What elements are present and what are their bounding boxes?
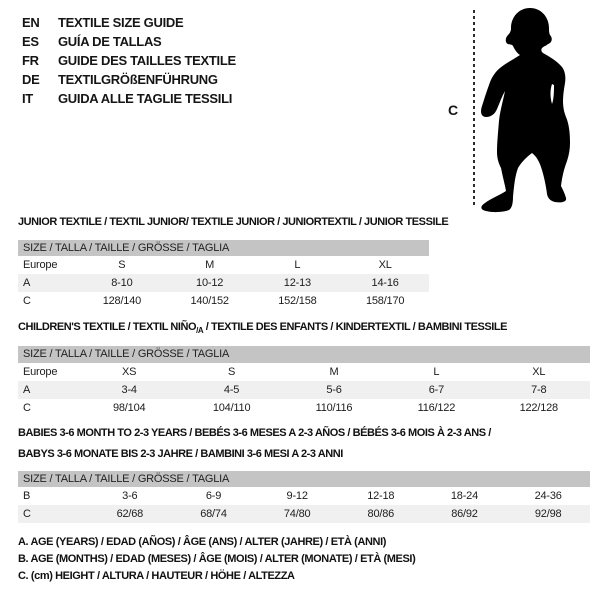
height-dotted-line: [473, 10, 475, 206]
language-list: [22, 13, 236, 108]
language-row-fr: [22, 51, 236, 70]
language-label: TEXTILGRÖßENFÜHRUNG: [58, 72, 218, 87]
babies-section-title-line2: BABYS 3-6 MONATE BIS 2-3 JAHRE / BAMBINI 3-6 MESI A 2-3 ANNI: [18, 448, 343, 460]
row-label: C: [18, 399, 78, 417]
size-cell: 5-6: [283, 381, 385, 399]
size-cell: 12-13: [254, 274, 342, 292]
table-row-height: [18, 505, 590, 523]
size-cell: 3-4: [78, 381, 180, 399]
size-cell: 122/128: [488, 399, 590, 417]
size-cell: XS: [78, 363, 180, 381]
table-row-europe: [18, 256, 429, 274]
language-row-en: [22, 13, 236, 32]
children-section-title: [18, 321, 507, 335]
language-label: TEXTILE SIZE GUIDE: [58, 15, 184, 30]
size-cell: 14-16: [341, 274, 429, 292]
size-cell: L: [254, 256, 342, 274]
size-cell: 80/86: [339, 505, 423, 523]
measurement-legend: [18, 534, 415, 585]
legend-age-months: B. AGE (MONTHS) / EDAD (MESES) / ÂGE (MOIS) / ALTER (MONATE) / ETÀ (MESI): [18, 553, 416, 565]
size-cell: 110/116: [283, 399, 385, 417]
size-cell: 6-7: [385, 381, 487, 399]
size-cell: 128/140: [78, 292, 166, 310]
table-row-age-months: [18, 487, 590, 505]
table-row-height: [18, 292, 429, 310]
size-cell: 3-6: [88, 487, 172, 505]
language-row-es: [22, 32, 236, 51]
size-cell: 116/122: [385, 399, 487, 417]
children-title-main: CHILDREN'S TEXTILE / TEXTIL NIÑO: [18, 321, 197, 333]
children-title-subscript: /A: [196, 326, 204, 336]
size-cell: 98/104: [78, 399, 180, 417]
language-code: FR: [22, 53, 39, 68]
size-cell: 104/110: [180, 399, 282, 417]
size-cell: XL: [488, 363, 590, 381]
size-cell: L: [385, 363, 487, 381]
row-label: Europe: [18, 363, 78, 381]
baby-figure-area: [440, 0, 600, 220]
row-label: Europe: [18, 256, 78, 274]
language-row-de: [22, 70, 236, 89]
row-label: A: [18, 381, 78, 399]
language-label: GUIDE DES TAILLES TEXTILE: [58, 53, 236, 68]
children-size-table: [18, 346, 590, 417]
size-cell: 74/80: [255, 505, 339, 523]
size-cell: 140/152: [166, 292, 254, 310]
size-cell: 8-10: [78, 274, 166, 292]
legend-height: C. (cm) HEIGHT / ALTURA / HAUTEUR / HÖHE / ALTEZZA: [18, 570, 295, 582]
language-label: GUIDA ALLE TAGLIE TESSILI: [58, 91, 233, 106]
table-row-age: [18, 274, 429, 292]
size-cell: 7-8: [488, 381, 590, 399]
size-cell: 92/98: [506, 505, 590, 523]
table-row-height: [18, 399, 590, 417]
babies-section-title-line1: BABIES 3-6 MONTH TO 2-3 YEARS / BEBÉS 3-6 MESES A 2-3 AÑOS / BÉBÉS 3-6 MOIS À 2-3 ANS /: [18, 427, 491, 439]
size-header-bar: SIZE / TALLA / TAILLE / GRÖSSE / TAGLIA: [18, 471, 590, 487]
size-cell: 9-12: [255, 487, 339, 505]
junior-size-table: [18, 240, 429, 310]
size-header-bar: SIZE / TALLA / TAILLE / GRÖSSE / TAGLIA: [18, 346, 590, 363]
baby-silhouette-icon: [478, 6, 594, 214]
language-code: EN: [22, 15, 40, 30]
language-label: GUÍA DE TALLAS: [58, 34, 162, 49]
size-cell: S: [180, 363, 282, 381]
size-cell: M: [283, 363, 385, 381]
language-row-it: [22, 89, 236, 108]
size-cell: 18-24: [423, 487, 507, 505]
size-cell: 68/74: [172, 505, 256, 523]
height-measure-label: C: [448, 102, 459, 118]
size-cell: M: [166, 256, 254, 274]
size-cell: 12-18: [339, 487, 423, 505]
size-cell: 152/158: [254, 292, 342, 310]
row-label: B: [18, 487, 88, 505]
junior-section-title: JUNIOR TEXTILE / TEXTIL JUNIOR/ TEXTILE JUNIOR / JUNIORTEXTIL / JUNIOR TESSILE: [18, 216, 449, 228]
legend-age-years: A. AGE (YEARS) / EDAD (AÑOS) / ÂGE (ANS) / ALTER (JAHRE) / ETÀ (ANNI): [18, 536, 386, 548]
language-code: IT: [22, 91, 33, 106]
row-label: C: [18, 505, 88, 523]
size-cell: 86/92: [423, 505, 507, 523]
table-row-age: [18, 381, 590, 399]
children-title-rest: / TEXTILE DES ENFANTS / KINDERTEXTIL / BAMBINI TESSILE: [203, 321, 508, 333]
language-code: DE: [22, 72, 40, 87]
size-cell: 24-36: [506, 487, 590, 505]
table-row-europe: [18, 363, 590, 381]
size-header-bar: SIZE / TALLA / TAILLE / GRÖSSE / TAGLIA: [18, 240, 429, 256]
size-cell: XL: [341, 256, 429, 274]
size-cell: 6-9: [172, 487, 256, 505]
size-cell: 10-12: [166, 274, 254, 292]
row-label: A: [18, 274, 78, 292]
size-cell: 62/68: [88, 505, 172, 523]
size-cell: 4-5: [180, 381, 282, 399]
size-cell: S: [78, 256, 166, 274]
babies-size-table: [18, 471, 590, 523]
size-cell: 158/170: [341, 292, 429, 310]
language-code: ES: [22, 34, 39, 49]
row-label: C: [18, 292, 78, 310]
